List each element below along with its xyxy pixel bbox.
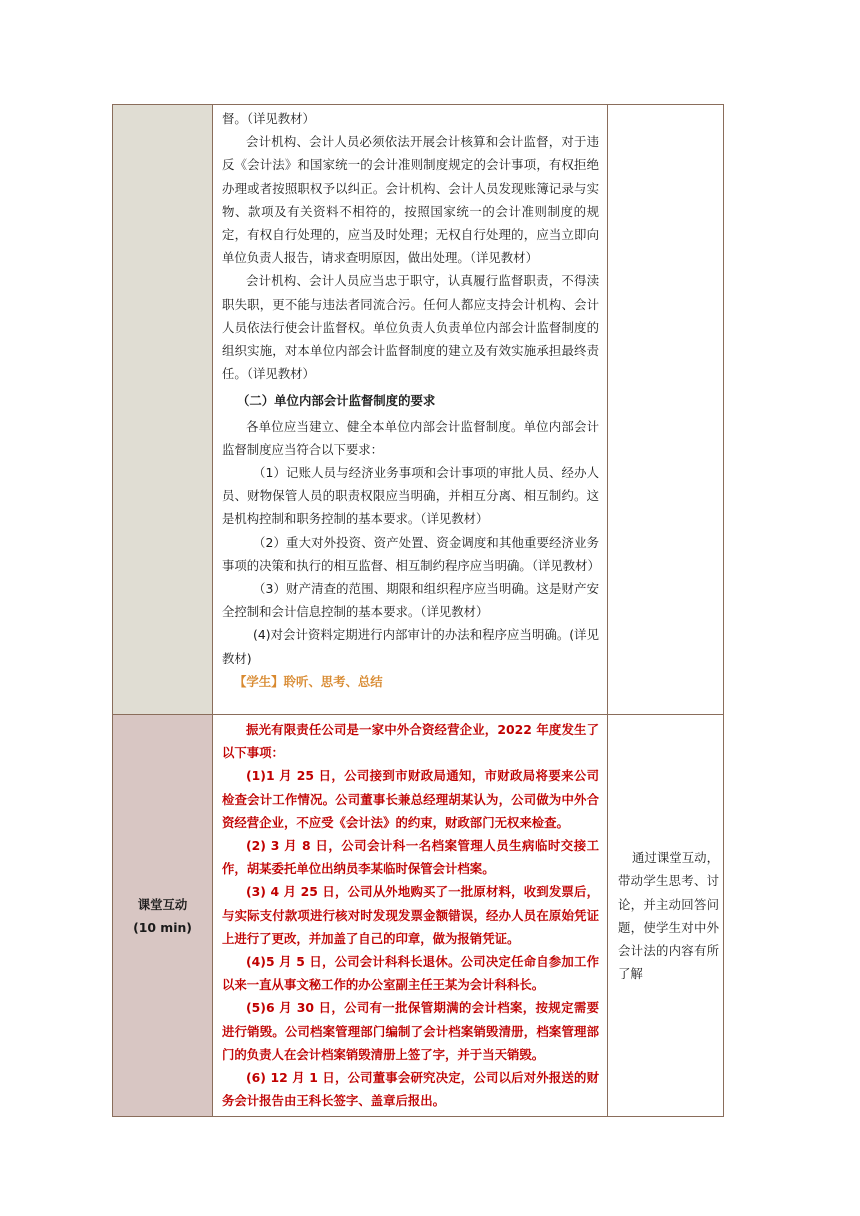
paragraph-accounting-rights: 会计机构、会计人员必须依法开展会计核算和会计监督，对于违反《会计法》和国家统一的会计准则制度规定的会计事项，有权拒绝办理或者按照职权予以纠正。会计机构、会计人员发现账簿记录与实物、款项及有关资料不相符的，按照国家统一的会计准则制度的规定，有权自行处理的，应当及时处理；无权自行处理的，应当立即向单位负责人报告，请求查明原因，做出处理。（详见教材） (222, 134, 599, 266)
case-item-5: (5)6 月 30 日，公司有一批保管期满的会计档案，按规定需要进行销毁。公司档案管理部门编制了会计档案销毁清册，档案管理部门的负责人在会计档案销毁清册上签了字，并于当天销毁。 (222, 1000, 599, 1062)
case-item-3: (3) 4 月 25 日，公司从外地购买了一批原材料，收到发票后，与实际支付款项进行核对时发现发票金额错误，经办人员在原始凭证上进行了更改，并加盖了自己的印章，做为报销凭证。 (222, 884, 599, 946)
teaching-content-cell (213, 105, 608, 715)
section-label-title: 课堂互动 (137, 896, 188, 912)
section-label-duration: (10 min) (133, 919, 192, 935)
section-label-cell-empty (113, 105, 213, 715)
student-activity: 【学生】聆听、思考、总结 (234, 673, 383, 689)
paragraph-continuation: 督。（详见教材） (222, 111, 315, 126)
lesson-plan-table (112, 104, 724, 1117)
case-item-6: (6) 12 月 1 日，公司董事会研究决定，公司以后对外报送的财务会计报告由王科长签字、盖章后报出。 (222, 1070, 599, 1109)
case-intro: 振光有限责任公司是一家中外合资经营企业，2022 年度发生了以下事项： (222, 722, 599, 761)
requirement-item-4: (4)对会计资料定期进行内部审计的办法和程序应当明确。(详见教材) (222, 627, 599, 666)
case-item-1: (1)1 月 25 日，公司接到市财政局通知，市财政局将要来公司检查会计工作情况。公司董事长兼总经理胡某认为，公司做为中外合资经营企业，不应受《会计法》的约束，财政部门无权来检查。 (222, 768, 599, 830)
paragraph-accounting-duties: 会计机构、会计人员应当忠于职守，认真履行监督职责，不得渎职失职，更不能与违法者同流合污。任何人都应支持会计机构、会计人员依法行使会计监督权。单位负责人负责单位内部会计监督制度的组织实施，对本单位内部会计监督制度的建立及有效实施承担最终责任。（详见教材） (222, 273, 599, 382)
case-item-4: (4)5 月 5 日，公司会计科科长退休。公司决定任命自参加工作以来一直从事文秘工作的办公室副主任王某为会计科科长。 (222, 954, 599, 993)
notes-cell-empty (608, 105, 724, 715)
section-label-cell (113, 715, 213, 1117)
requirement-item-3: （3）财产清查的范围、期限和组织程序应当明确。这是财产安全控制和会计信息控制的基本要求。（详见教材） (222, 581, 599, 620)
subsection-heading: （二）单位内部会计监督制度的要求 (237, 393, 436, 409)
class-interaction-row (113, 715, 724, 1117)
case-content-cell (213, 715, 608, 1117)
case-item-2: (2) 3 月 8 日，公司会计科一名档案管理人员生病临时交接工作，胡某委托单位出纳员李某临时保管会计档案。 (222, 838, 599, 877)
design-intent-text: 通过课堂互动，带动学生思考、讨论，并主动回答问题，使学生对中外会计法的内容有所了解 (618, 850, 719, 982)
paragraph-requirements-intro: 各单位应当建立、健全本单位内部会计监督制度。单位内部会计监督制度应当符合以下要求： (222, 418, 599, 457)
teaching-content-row (113, 105, 724, 715)
requirement-item-1: （1）记账人员与经济业务事项和会计事项的审批人员、经办人员、财物保管人员的职责权限应当明确，并相互分离、相互制约。这是机构控制和职务控制的基本要求。（详见教材） (222, 465, 599, 527)
requirement-item-2: （2）重大对外投资、资产处置、资金调度和其他重要经济业务事项的决策和执行的相互监督、相互制约程序应当明确。（详见教材） (222, 534, 600, 573)
design-intent-cell (608, 715, 724, 1117)
